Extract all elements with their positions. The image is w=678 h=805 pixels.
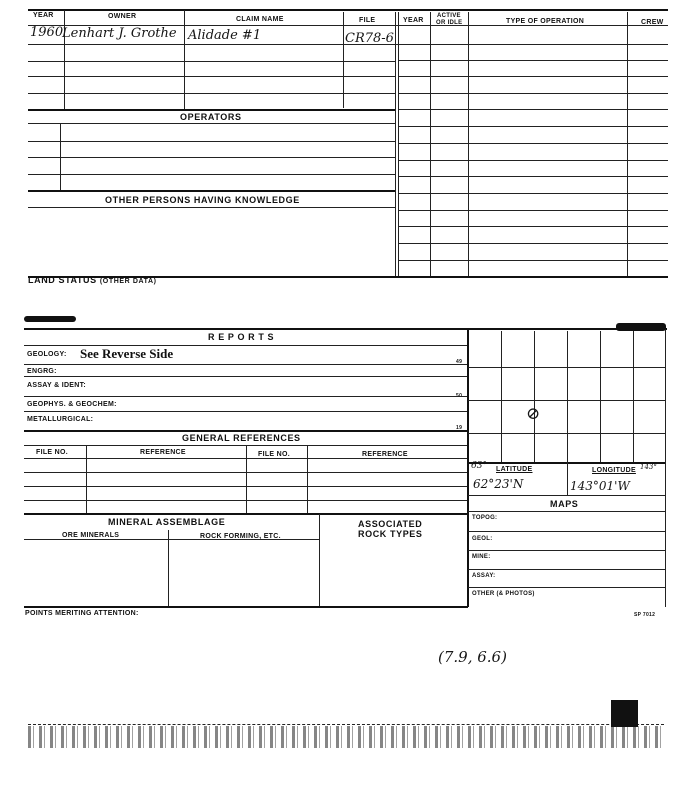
header-year: YEAR [33,12,54,19]
form-number: SP 7012 [634,612,656,618]
rock-forming-label: ROCK FORMING, ETC. [200,533,281,540]
engrg-label: ENGRG: [27,368,57,375]
grid-location-mark: ⊘ [526,404,541,424]
gr-reference-2: REFERENCE [362,451,408,458]
metallurgical-label: METALLURGICAL: [27,416,94,423]
ore-minerals-label: ORE MINERALS [62,532,120,539]
other-persons-heading: OTHER PERSONS HAVING KNOWLEDGE [105,195,300,205]
maps-title: MAPS [550,499,579,509]
latitude-prefix: 63° [471,461,487,471]
header-year-2: YEAR [403,17,424,24]
maps-mine-label: MINE: [472,554,491,560]
maps-other-label: OTHER (& PHOTOS) [472,591,535,597]
geology-value: See Reverse Side [80,346,174,361]
num-19: 19 [456,425,463,431]
maps-geol-label: GEOL: [472,536,493,542]
gr-reference-1: REFERENCE [140,449,186,456]
geology-label: GEOLOGY: [27,351,67,358]
entry-claim: Alidade #1 [188,28,262,43]
scan-edge-line [28,724,664,725]
longitude-value: 143°01'W [570,479,630,493]
header-or-idle: OR IDLE [436,20,463,26]
latitude-value: 62°23'N [473,477,524,491]
gr-file-no-1: FILE NO. [36,449,68,456]
longitude-label: LONGITUDE [592,467,636,474]
latitude-label: LATITUDE [496,466,533,473]
associated-label: ASSOCIATED [358,519,423,529]
land-status-heading [28,275,157,287]
rock-types-label: ROCK TYPES [358,529,423,539]
land-status-label: LAND STATUS [28,275,97,285]
points-meriting-label: POINTS MERITING ATTENTION: [25,610,139,617]
general-references-title: GENERAL REFERENCES [182,433,301,443]
num-50: 50 [456,393,463,399]
geophys-label: GEOPHYS. & GEOCHEM: [27,401,117,408]
scan-noise-band [28,726,664,748]
gr-file-no-2: FILE NO. [258,451,290,458]
scan-dark-square [611,700,638,727]
entry-file: CR78-6 [345,31,394,46]
header-crew: CREW [641,19,664,26]
handwritten-coords: (7.9, 6.6) [438,648,507,666]
maps-assay-label: ASSAY: [472,573,496,579]
entry-owner: Lenhart J. Grothe [62,26,177,41]
entry-year: 1960 [30,25,64,40]
maps-topog-label: TOPOG: [472,515,498,521]
land-status-note: (OTHER DATA) [99,278,157,285]
mineral-assemblage-title: MINERAL ASSEMBLAGE [108,517,226,527]
header-owner: OWNER [108,13,137,20]
assay-ident-label: ASSAY & IDENT: [27,382,87,389]
num-49: 49 [456,359,463,365]
header-type-of-operation: TYPE OF OPERATION [506,18,585,25]
operators-heading: OPERATORS [180,112,242,122]
reports-title: R E P O R T S [208,332,275,342]
header-active: ACTIVE [437,13,461,19]
header-file: FILE [359,17,376,24]
header-claim-name: CLAIM NAME [236,16,284,23]
longitude-prefix: 143° [640,463,657,471]
